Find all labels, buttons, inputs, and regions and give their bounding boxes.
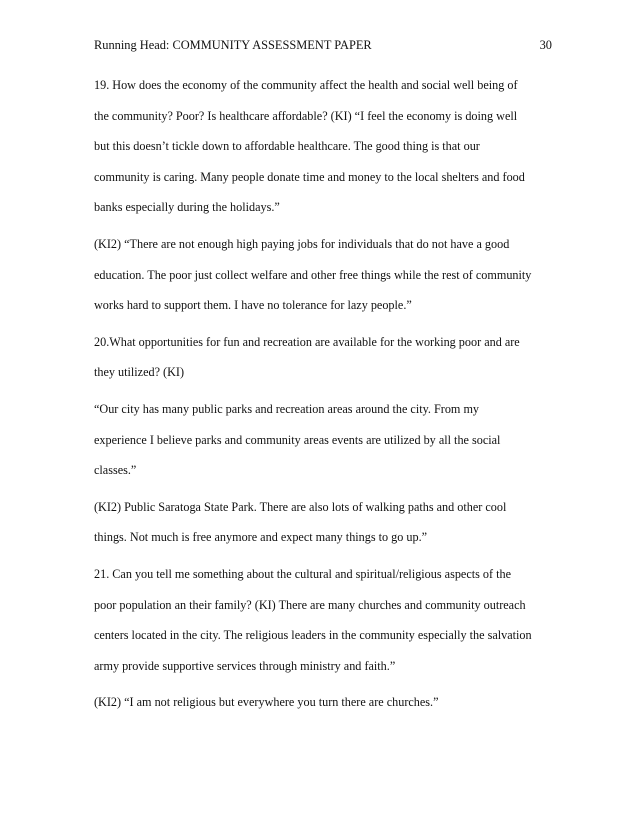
text-line: education. The poor just collect welfare and other free things while the rest of community bbox=[94, 267, 532, 282]
text-line: experience I believe parks and community areas events are utilized by all the social bbox=[94, 432, 501, 447]
paragraph-q20 bbox=[94, 327, 554, 388]
text-line: banks especially during the holidays.” bbox=[94, 200, 280, 215]
document-body bbox=[94, 70, 554, 718]
text-line: “Our city has many public parks and recreation areas around the city. From my bbox=[94, 401, 480, 416]
text-line: they utilized? (KI) bbox=[94, 365, 185, 380]
text-line: poor population an their family? (KI) There are many churches and community outreach bbox=[94, 597, 526, 612]
text-line: 20.What opportunities for fun and recreation are available for the working poor and are bbox=[94, 334, 520, 349]
text-line: 19. How does the economy of the community affect the health and social well being of bbox=[94, 78, 518, 92]
paragraph-q20-ki2 bbox=[94, 492, 554, 553]
text-line: things. Not much is free anymore and expect many things to go up.” bbox=[94, 530, 428, 545]
text-line: (KI2) “There are not enough high paying jobs for individuals that do not have a good bbox=[94, 236, 510, 251]
paragraph-q20-ki bbox=[94, 394, 554, 486]
paragraph-q19-ki2 bbox=[94, 229, 554, 321]
text-line: 21. Can you tell me something about the cultural and spiritual/religious aspects of the bbox=[94, 566, 511, 581]
running-head: Running Head: COMMUNITY ASSESSMENT PAPER bbox=[94, 38, 372, 52]
text-line: but this doesn’t tickle down to affordable healthcare. The good thing is that our bbox=[94, 139, 480, 154]
page-header bbox=[94, 38, 554, 56]
text-line: community is caring. Many people donate time and money to the local shelters and food bbox=[94, 169, 525, 184]
text-line: (KI2) Public Saratoga State Park. There are also lots of walking paths and other cool bbox=[94, 499, 507, 514]
text-line: centers located in the city. The religious leaders in the community especially the salvation bbox=[94, 628, 532, 643]
text-line: (KI2) “I am not religious but everywhere you turn there are churches.” bbox=[94, 695, 439, 710]
text-line: the community? Poor? Is healthcare affordable? (KI) “I feel the economy is doing well bbox=[94, 108, 518, 123]
text-line: army provide supportive services through ministry and faith.” bbox=[94, 658, 396, 673]
page-number: 30 bbox=[539, 38, 552, 52]
paragraph-q21 bbox=[94, 559, 554, 681]
paragraph-q19 bbox=[94, 70, 554, 223]
text-line: works hard to support them. I have no tolerance for lazy people.” bbox=[94, 298, 412, 313]
paragraph-q21-ki2 bbox=[94, 687, 554, 718]
text-line: classes.” bbox=[94, 463, 137, 478]
